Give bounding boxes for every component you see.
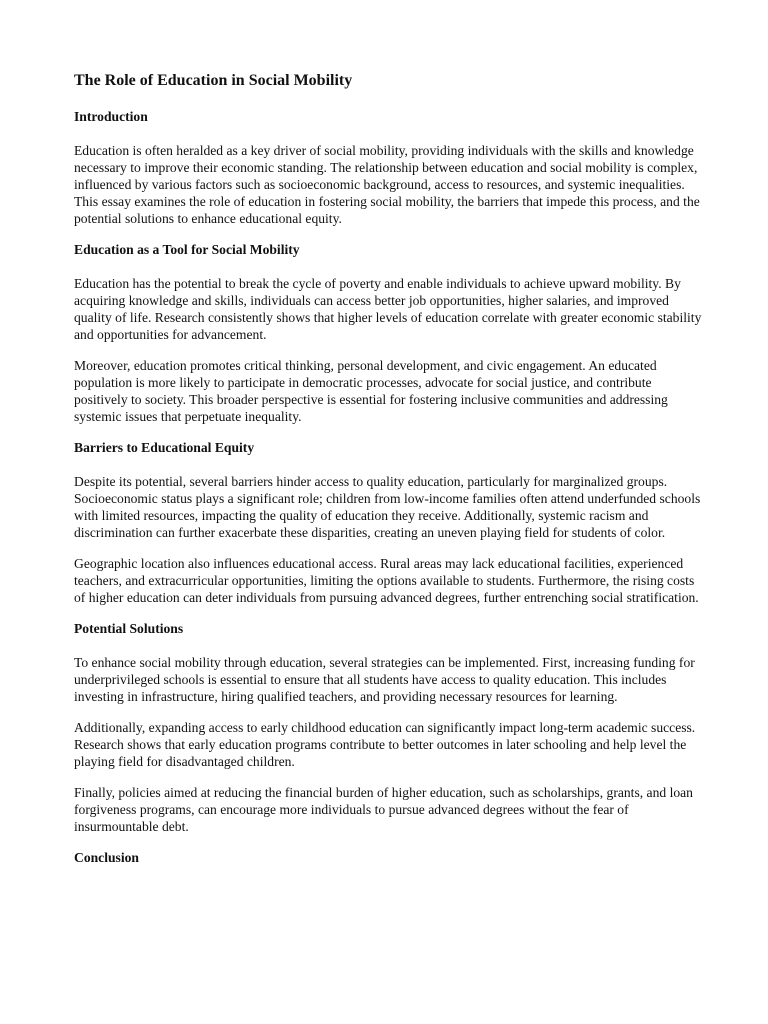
section-heading: Barriers to Educational Equity [74, 440, 255, 455]
paragraph: Moreover, education promotes critical thinking, personal development, and civic engagement. An educated population is more likely to participate in democratic processes, advocate for social justice, and contribute positively to society. This broader perspective is essential for fostering inclusive communities and addressing systemic issues that perpetuate inequality. [74, 358, 668, 424]
section-potential-solutions [74, 620, 704, 835]
paragraph: Despite its potential, several barriers hinder access to quality education, particularly for marginalized groups. Socioeconomic status plays a significant role; children from low-income families often attend underfunded schools with limited resources, impacting the quality of education they receive. Additionally, systemic racism and discrimination can further exacerbate these disparities, creating an uneven playing field for students of color. [74, 474, 701, 540]
paragraph: Additionally, expanding access to early childhood education can significantly impact long-term academic success. Research shows that early education programs contribute to better outcomes in later schooling and help level the playing field for disadvantaged children. [74, 720, 696, 769]
section-introduction [74, 108, 704, 227]
document-page [74, 71, 704, 883]
paragraph: Geographic location also influences educational access. Rural areas may lack educational facilities, experienced teachers, and extracurricular opportunities, limiting the options available to students. Furthermore, the rising costs of higher education can deter individuals from pursuing advanced degrees, further entrenching social stratification. [74, 556, 699, 605]
paragraph: Finally, policies aimed at reducing the financial burden of higher education, such as scholarships, grants, and loan forgiveness programs, can encourage more individuals to pursue advanced degrees without the fear of insurmountable debt. [74, 785, 693, 834]
section-education-as-tool [74, 241, 704, 425]
section-conclusion [74, 849, 704, 866]
section-heading: Potential Solutions [74, 621, 184, 636]
document-title: The Role of Education in Social Mobility [74, 72, 353, 89]
section-heading: Education as a Tool for Social Mobility [74, 242, 300, 257]
section-heading: Conclusion [74, 850, 139, 865]
paragraph: Education is often heralded as a key driver of social mobility, providing individuals with the skills and knowledge necessary to improve their economic standing. The relationship between education and social mobility is complex, influenced by various factors such as socioeconomic background, access to resources, and systemic inequalities. This essay examines the role of education in fostering social mobility, the barriers that impede this process, and the potential solutions to enhance educational equity. [74, 143, 700, 226]
section-heading: Introduction [74, 109, 148, 124]
paragraph: Education has the potential to break the cycle of poverty and enable individuals to achieve upward mobility. By acquiring knowledge and skills, individuals can access better job opportunities, higher salaries, and improved quality of life. Research consistently shows that higher levels of education correlate with greater economic stability and opportunities for advancement. [74, 276, 702, 342]
section-barriers [74, 439, 704, 606]
paragraph: To enhance social mobility through education, several strategies can be implemented. First, increasing funding for underprivileged schools is essential to ensure that all students have access to quality education. This includes investing in infrastructure, hiring qualified teachers, and providing necessary resources for learning. [74, 655, 695, 704]
